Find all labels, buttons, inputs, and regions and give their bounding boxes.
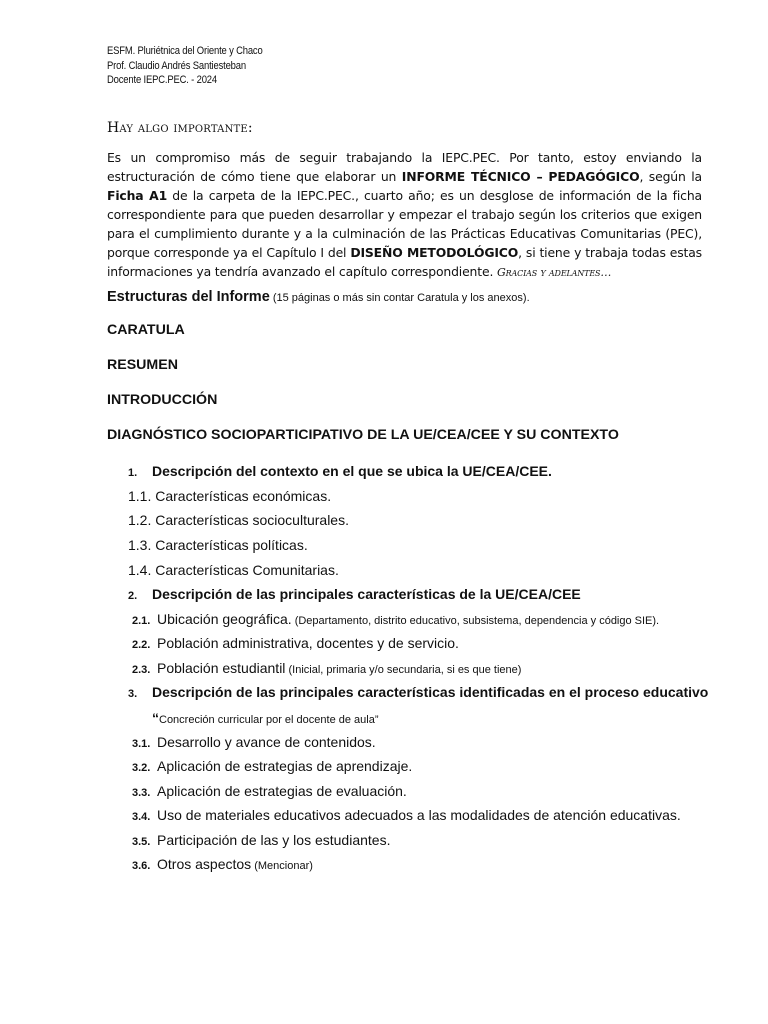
list-item-number: 2.2. — [132, 639, 151, 651]
section-caratula: CARATULA — [107, 322, 185, 338]
list-item-number: 3.2. — [132, 762, 151, 774]
quote-mark: “ — [152, 710, 159, 726]
list-item — [132, 635, 459, 651]
item-3-quote — [152, 710, 379, 726]
list-item — [132, 758, 412, 774]
list-item — [132, 856, 313, 872]
list-item-text: Desarrollo y avance de contenidos. — [157, 734, 376, 750]
list-item — [132, 611, 659, 627]
item-3-title: Descripción de las principales características identificadas en el proceso educativo — [152, 684, 709, 700]
item-2-number: 2. — [128, 590, 138, 602]
intro-paragraph — [107, 148, 702, 282]
quote-text: Concreción curricular por el docente de aula” — [159, 714, 379, 726]
list-item-text: Población estudiantil — [157, 660, 286, 676]
list-item-text: Ubicación geográfica. — [157, 611, 292, 627]
list-item-text: Participación de las y los estudiantes. — [157, 832, 391, 848]
list-item-number: 2.3. — [132, 664, 151, 676]
list-item-note: (Mencionar) — [251, 860, 313, 872]
list-item-number: 3.1. — [132, 738, 151, 750]
list-item-number: 3.6. — [132, 860, 151, 872]
section-diagnostico: DIAGNÓSTICO SOCIOPARTICIPATIVO DE LA UE/CEA/CEE Y SU CONTEXTO — [107, 427, 619, 443]
intro-text-3: de la carpeta de la IEPC.PEC., cuarto año; es un desglose de información de la ficha correspondiente para que pueden desarrollar y empezar el trabajo según los criterios que exigen para el cumplimiento durante y a la culminación de las Prácticas Educativas Comunitarias (PEC), porque corresponde ya el Capítulo I del — [107, 188, 702, 260]
item-1-title: Descripción del contexto en el que se ubica la UE/CEA/CEE. — [152, 463, 552, 479]
section-introduccion: INTRODUCCIÓN — [107, 392, 218, 408]
list-item — [132, 734, 376, 750]
structure-heading — [107, 288, 530, 306]
list-item-number: 3.3. — [132, 787, 151, 799]
item-1-heading — [128, 463, 552, 479]
list-item-number: 2.1. — [132, 615, 151, 627]
item-2-heading — [128, 586, 581, 602]
intro-thanks: Gracias y adelantes… — [497, 266, 612, 279]
list-item: 1.4. Características Comunitarias. — [128, 562, 339, 578]
list-item-text: Otros aspectos — [157, 856, 252, 872]
header-course: Docente IEPC.PEC. - 2024 — [107, 74, 217, 86]
list-item-text: Población administrativa, docentes y de servicio. — [157, 635, 459, 651]
intro-text-4: , si tiene y trabaja todas estas informaciones ya tendría avanzado el capítulo correspondiente. — [107, 245, 702, 279]
document-header — [107, 44, 263, 88]
structure-note: (15 páginas o más sin contar Caratula y los anexos). — [269, 292, 530, 304]
important-heading: Hay algo importante: — [107, 120, 253, 136]
list-item-text: Aplicación de estrategias de aprendizaje. — [157, 758, 413, 774]
header-professor: Prof. Claudio Andrés Santiesteban — [107, 59, 246, 72]
section-resumen: RESUMEN — [107, 357, 178, 373]
item-2-title: Descripción de las principales características de la UE/CEA/CEE — [152, 586, 581, 602]
intro-bold-diseno: DISEÑO METODOLÓGICO — [350, 245, 519, 260]
intro-bold-informe: INFORME TÉCNICO – PEDAGÓGICO — [401, 169, 640, 184]
list-item-number: 3.4. — [132, 811, 151, 823]
list-item-number: 3.5. — [132, 836, 151, 848]
header-institution: ESFM. Pluriétnica del Oriente y Chaco — [107, 45, 263, 57]
intro-bold-ficha: Ficha A1 — [107, 188, 168, 203]
list-item — [132, 783, 407, 799]
intro-text-2: , según la — [639, 169, 702, 184]
list-item — [132, 807, 681, 823]
list-item-text: Aplicación de estrategias de evaluación. — [157, 783, 407, 799]
list-item-note: (Departamento, distrito educativo, subsistema, dependencia y código SIE). — [291, 615, 660, 627]
item-1-number: 1. — [128, 467, 138, 479]
list-item: 1.1. Características económicas. — [128, 488, 332, 504]
item-3-number: 3. — [128, 688, 138, 700]
structure-title: Estructuras del Informe — [107, 289, 270, 305]
list-item — [132, 832, 390, 848]
list-item: 1.2. Características socioculturales. — [128, 512, 349, 528]
item-3-heading — [128, 684, 708, 700]
intro-text-1: Es un compromiso más de seguir trabajando la IEPC.PEC. Por tanto, estoy enviando la estructuración de cómo tiene que elaborar un — [107, 150, 702, 184]
list-item-note: (Inicial, primaria y/o secundaria, si es que tiene) — [285, 664, 522, 676]
list-item: 1.3. Características políticas. — [128, 537, 308, 553]
list-item-text: Uso de materiales educativos adecuados a las modalidades de atención educativas. — [157, 807, 681, 823]
list-item — [132, 660, 521, 676]
